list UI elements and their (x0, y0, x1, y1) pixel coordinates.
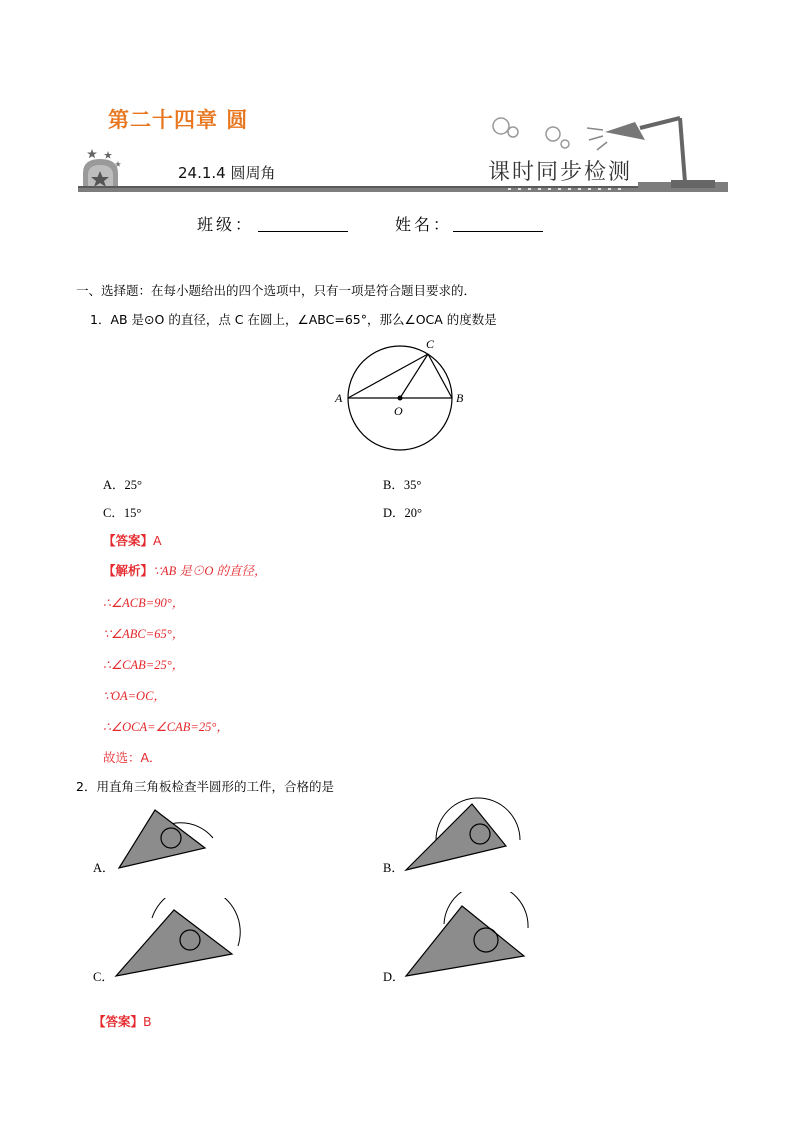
q2-answer-label: 【答案】 (93, 1014, 144, 1029)
q2-answer-value: B (143, 1014, 152, 1029)
fig-label-b: B (456, 391, 464, 405)
q1-analysis-line: ∴∠CAB=25°， (103, 658, 185, 672)
class-blank (258, 231, 348, 232)
q2-option-a: A． (93, 861, 115, 875)
q1-analysis-line: 故选：A． (103, 750, 162, 765)
desk-lamp-icon (485, 100, 725, 192)
q1-stem: 1．AB 是⊙O 的直径，点 C 在圆上，∠ABC=65°，那么∠OCA 的度数是 (90, 312, 497, 327)
fig-label-a: A (335, 391, 343, 405)
name-blank (453, 231, 543, 232)
q1-analysis-line: ∵AB 是⊙O 的直径， (153, 564, 267, 578)
q1-analysis-label: 【解析】 (103, 563, 154, 578)
q2-figure-a (115, 800, 215, 872)
q1-analysis-line: ∵OA=OC， (103, 689, 166, 703)
section-title: 24.1.4 圆周角 (178, 164, 276, 182)
q1-option-c: C．15° (103, 506, 142, 520)
q1-analysis-line: ∴∠OCA=∠CAB=25°， (103, 720, 229, 734)
q1-answer (103, 533, 162, 549)
q1-option-b: B．35° (383, 478, 422, 492)
q1-answer-label: 【答案】 (103, 533, 154, 548)
q2-option-d: D． (383, 970, 405, 984)
section-heading: 一、选择题：在每小题给出的四个选项中，只有一项是符合题目要求的． (76, 283, 477, 298)
fig-label-c: C (426, 337, 435, 351)
q1-option-d: D．20° (383, 506, 423, 520)
q1-analysis-first-line (103, 563, 267, 579)
q1-analysis-line: ∴∠ACB=90°， (103, 596, 185, 610)
series-label: 课时同步检测 (488, 160, 633, 185)
name-label: 姓名： (395, 215, 453, 234)
q2-option-c: C． (93, 970, 114, 984)
fig-label-o: O (394, 404, 403, 418)
class-label: 班级： (197, 215, 255, 234)
q2-figure-d (400, 892, 532, 980)
q1-answer-value: A (153, 533, 162, 548)
q2-stem: 2．用直角三角板检查半圆形的工件，合格的是 (76, 779, 334, 794)
chapter-title: 第二十四章 圆 (108, 108, 249, 132)
q2-figure-c (110, 898, 250, 980)
q1-circle-figure (330, 330, 470, 460)
q2-answer (93, 1014, 152, 1030)
q2-option-b: B． (383, 861, 404, 875)
q1-option-a: A．25° (103, 478, 143, 492)
q2-figure-b (400, 796, 525, 876)
q1-analysis-line: ∵∠ABC=65°， (103, 627, 185, 641)
